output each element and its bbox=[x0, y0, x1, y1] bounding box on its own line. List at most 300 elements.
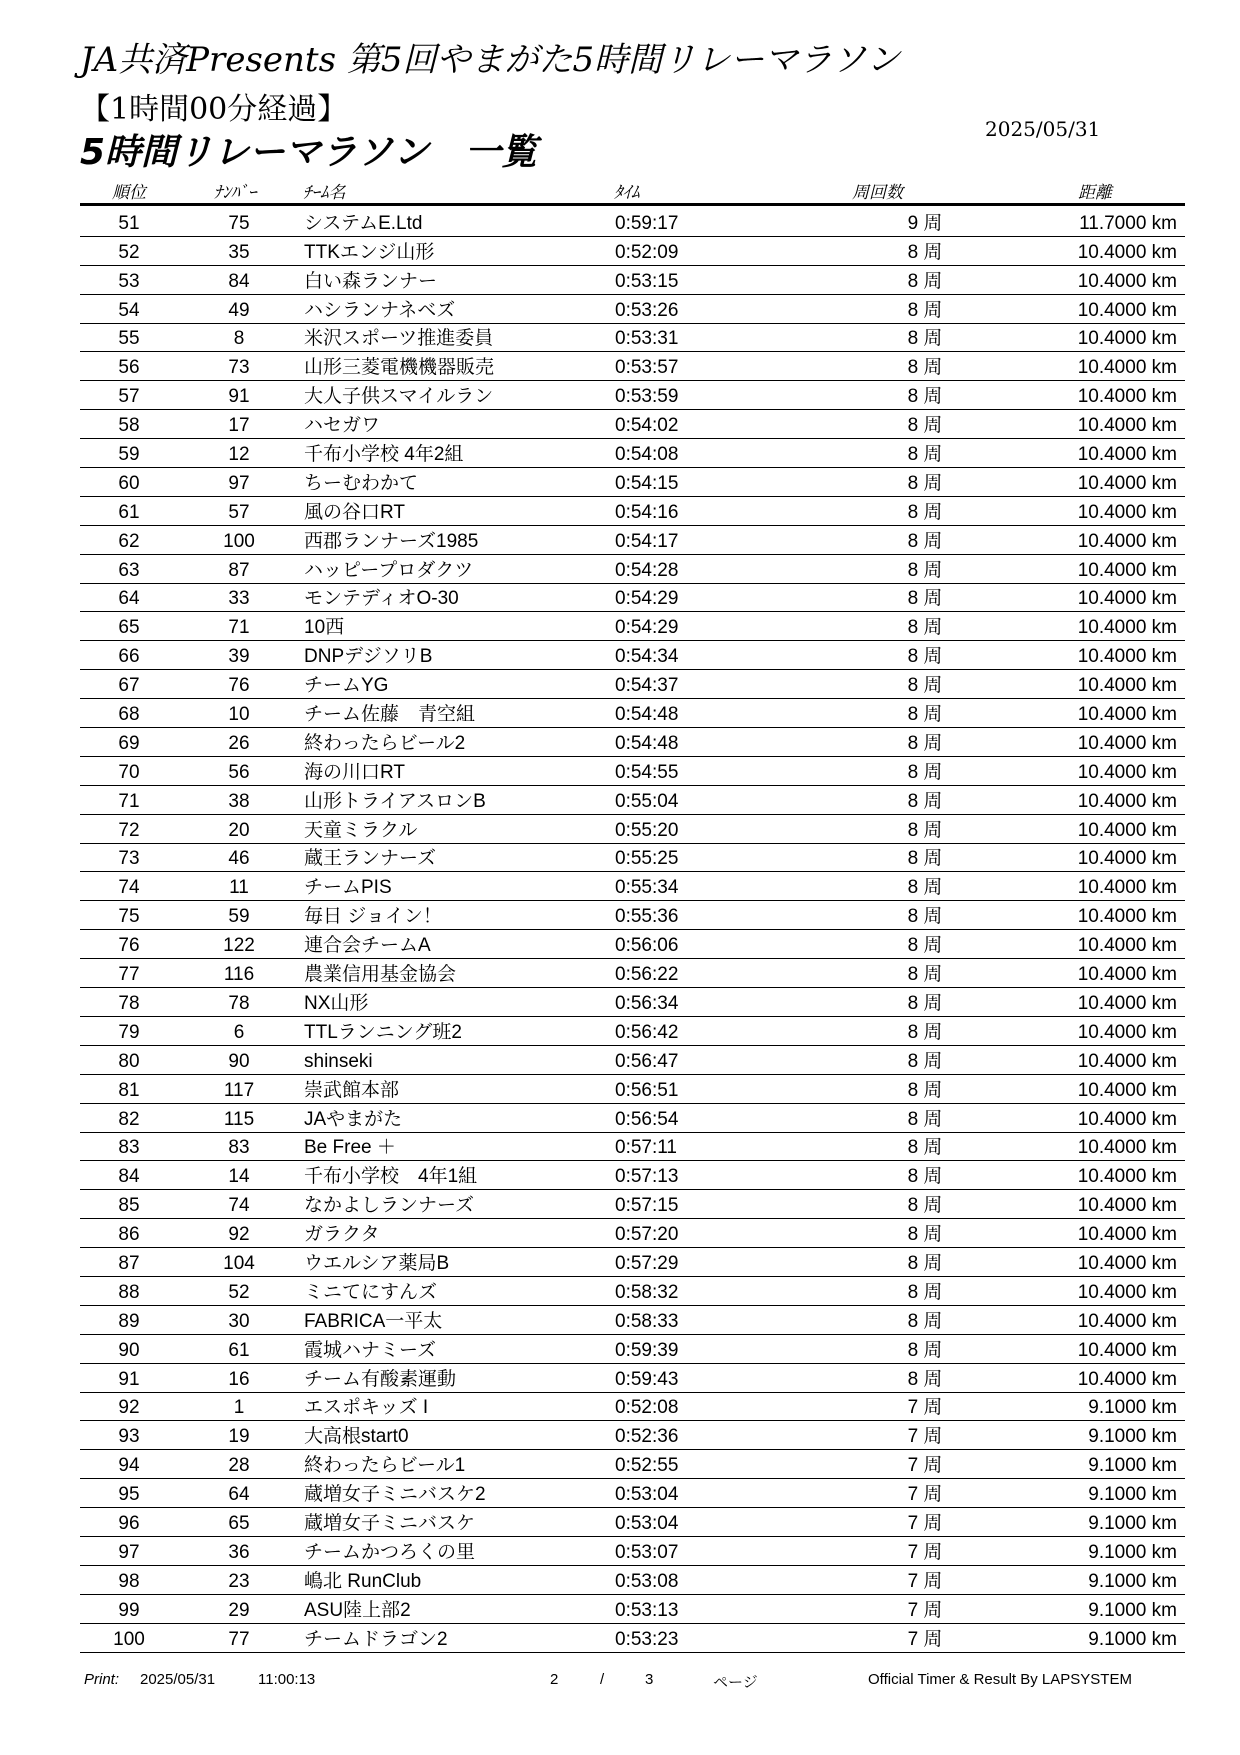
laps-cell: 8 周 bbox=[907, 559, 943, 581]
rank-cell: 72 bbox=[118, 819, 140, 841]
rank-cell: 100 bbox=[113, 1628, 145, 1650]
team-name-cell: 千布小学校 4年1組 bbox=[304, 1166, 478, 1188]
bib-cell: 100 bbox=[223, 530, 255, 552]
laps-cell: 8 周 bbox=[907, 790, 943, 812]
laps-cell: 8 周 bbox=[907, 992, 943, 1014]
team-name-cell: チーム佐藤 青空組 bbox=[304, 704, 476, 726]
distance-cell: 10.4000 km bbox=[1077, 357, 1177, 379]
laps-cell: 8 周 bbox=[907, 1368, 943, 1390]
laps-cell: 8 周 bbox=[907, 848, 943, 870]
team-name-cell: Be Free ＋ bbox=[304, 1137, 396, 1159]
rank-cell: 58 bbox=[118, 415, 140, 437]
rank-cell: 69 bbox=[118, 732, 140, 754]
results-table bbox=[80, 208, 1185, 1653]
time-cell: 0:57:20 bbox=[615, 1224, 679, 1246]
distance-cell: 10.4000 km bbox=[1077, 444, 1177, 466]
time-cell: 0:58:33 bbox=[615, 1310, 679, 1332]
elapsed-label: 【1時間00分経過】 bbox=[80, 92, 348, 127]
bib-cell: 76 bbox=[228, 675, 250, 697]
bib-cell: 61 bbox=[228, 1339, 250, 1361]
table-row bbox=[80, 381, 1185, 410]
laps-cell: 9 周 bbox=[907, 212, 943, 234]
list-title: 5時間リレーマラソン 一覧 bbox=[80, 132, 538, 173]
page-label: ページ bbox=[713, 1674, 758, 1691]
rank-cell: 74 bbox=[118, 877, 140, 899]
bib-cell: 11 bbox=[229, 877, 249, 899]
rank-cell: 91 bbox=[118, 1368, 140, 1390]
team-name-cell: TTLランニング班2 bbox=[304, 1021, 462, 1043]
table-row bbox=[80, 1566, 1185, 1595]
table-row bbox=[80, 295, 1185, 324]
team-name-cell: DNPデジソリB bbox=[304, 646, 433, 668]
team-name-cell: 10西 bbox=[304, 617, 345, 639]
rank-cell: 82 bbox=[118, 1108, 140, 1130]
bib-cell: 46 bbox=[228, 848, 250, 870]
table-row bbox=[80, 1161, 1185, 1190]
team-name-cell: TTKエンジ山形 bbox=[304, 241, 435, 263]
bib-cell: 52 bbox=[228, 1281, 250, 1303]
distance-cell: 10.4000 km bbox=[1077, 1195, 1177, 1217]
distance-cell: 10.4000 km bbox=[1077, 819, 1177, 841]
distance-cell: 9.1000 km bbox=[1088, 1455, 1177, 1477]
team-name-cell: 山形三菱電機機器販売 bbox=[304, 357, 495, 379]
distance-cell: 10.4000 km bbox=[1077, 617, 1177, 639]
time-cell: 0:52:08 bbox=[615, 1397, 679, 1419]
table-row bbox=[80, 641, 1185, 670]
time-cell: 0:53:07 bbox=[615, 1541, 679, 1563]
laps-cell: 8 周 bbox=[907, 1021, 943, 1043]
time-cell: 0:53:57 bbox=[615, 357, 679, 379]
column-header-rank: 順位 bbox=[112, 183, 146, 203]
rank-cell: 71 bbox=[118, 790, 140, 812]
rank-cell: 52 bbox=[118, 241, 140, 263]
team-name-cell: 嶋北 RunClub bbox=[304, 1570, 422, 1592]
time-cell: 0:57:29 bbox=[615, 1252, 679, 1274]
time-cell: 0:53:23 bbox=[615, 1628, 679, 1650]
table-row bbox=[80, 1537, 1185, 1566]
laps-cell: 7 周 bbox=[907, 1541, 943, 1563]
team-name-cell: ハシランナネベズ bbox=[304, 299, 456, 321]
table-row bbox=[80, 324, 1185, 353]
time-cell: 0:59:43 bbox=[615, 1368, 679, 1390]
table-row bbox=[80, 1335, 1185, 1364]
time-cell: 0:54:02 bbox=[615, 415, 679, 437]
laps-cell: 8 周 bbox=[907, 935, 943, 957]
table-row bbox=[80, 1075, 1185, 1104]
team-name-cell: NX山形 bbox=[304, 992, 369, 1014]
laps-cell: 8 周 bbox=[907, 819, 943, 841]
rank-cell: 70 bbox=[118, 761, 140, 783]
bib-cell: 84 bbox=[228, 270, 250, 292]
time-cell: 0:56:34 bbox=[615, 992, 679, 1014]
team-name-cell: チームYG bbox=[304, 675, 389, 697]
rank-cell: 95 bbox=[118, 1484, 140, 1506]
bib-cell: 97 bbox=[228, 472, 250, 494]
team-name-cell: 連合会チームA bbox=[304, 935, 431, 957]
team-name-cell: JAやまがた bbox=[304, 1108, 403, 1130]
time-cell: 0:54:48 bbox=[615, 704, 679, 726]
print-label: Print: bbox=[84, 1671, 120, 1688]
team-name-cell: 農業信用基金協会 bbox=[304, 964, 457, 986]
distance-cell: 10.4000 km bbox=[1077, 704, 1177, 726]
bib-cell: 115 bbox=[223, 1108, 255, 1130]
time-cell: 0:53:26 bbox=[615, 299, 679, 321]
rank-cell: 89 bbox=[118, 1310, 140, 1332]
team-name-cell: 大高根start0 bbox=[304, 1426, 409, 1448]
bib-cell: 104 bbox=[223, 1252, 255, 1274]
distance-cell: 10.4000 km bbox=[1077, 1166, 1177, 1188]
rank-cell: 88 bbox=[118, 1281, 140, 1303]
team-name-cell: 山形トライアスロンB bbox=[304, 790, 486, 812]
table-row bbox=[80, 901, 1185, 930]
bib-cell: 75 bbox=[228, 212, 250, 234]
rank-cell: 87 bbox=[118, 1252, 140, 1274]
bib-cell: 64 bbox=[228, 1484, 250, 1506]
table-row bbox=[80, 468, 1185, 497]
time-cell: 0:54:29 bbox=[615, 617, 679, 639]
rank-cell: 61 bbox=[118, 501, 140, 523]
rank-cell: 77 bbox=[118, 964, 140, 986]
header-divider bbox=[80, 203, 1185, 206]
team-name-cell: ASU陸上部2 bbox=[304, 1599, 411, 1621]
team-name-cell: 千布小学校 4年2組 bbox=[304, 444, 464, 466]
print-date: 2025/05/31 bbox=[140, 1671, 216, 1688]
table-row bbox=[80, 1595, 1185, 1624]
distance-cell: 10.4000 km bbox=[1077, 386, 1177, 408]
rank-cell: 63 bbox=[118, 559, 140, 581]
rank-cell: 96 bbox=[118, 1512, 140, 1534]
table-row bbox=[80, 670, 1185, 699]
laps-cell: 8 周 bbox=[907, 1050, 943, 1072]
time-cell: 0:53:04 bbox=[615, 1484, 679, 1506]
table-row bbox=[80, 555, 1185, 584]
rank-cell: 60 bbox=[118, 472, 140, 494]
rank-cell: 51 bbox=[118, 212, 140, 234]
distance-cell: 10.4000 km bbox=[1077, 906, 1177, 928]
table-row bbox=[80, 1277, 1185, 1306]
table-row bbox=[80, 1046, 1185, 1075]
laps-cell: 7 周 bbox=[907, 1628, 943, 1650]
table-row bbox=[80, 1624, 1185, 1653]
team-name-cell: 霞城ハナミーズ bbox=[304, 1339, 437, 1361]
bib-cell: 71 bbox=[228, 617, 250, 639]
distance-cell: 10.4000 km bbox=[1077, 646, 1177, 668]
laps-cell: 8 周 bbox=[907, 964, 943, 986]
bib-cell: 117 bbox=[223, 1079, 255, 1101]
team-name-cell: 蔵増女子ミニバスケ2 bbox=[304, 1484, 486, 1506]
column-header-team: ﾁｰﾑ名 bbox=[303, 183, 346, 203]
time-cell: 0:55:04 bbox=[615, 790, 679, 812]
time-cell: 0:53:15 bbox=[615, 270, 679, 292]
distance-cell: 10.4000 km bbox=[1077, 675, 1177, 697]
laps-cell: 8 周 bbox=[907, 1224, 943, 1246]
bib-cell: 17 bbox=[228, 415, 250, 437]
team-name-cell: チーム有酸素運動 bbox=[304, 1368, 457, 1390]
time-cell: 0:54:34 bbox=[615, 646, 679, 668]
distance-cell: 10.4000 km bbox=[1077, 559, 1177, 581]
time-cell: 0:59:39 bbox=[615, 1339, 679, 1361]
table-row bbox=[80, 612, 1185, 641]
distance-cell: 10.4000 km bbox=[1077, 790, 1177, 812]
table-row bbox=[80, 930, 1185, 959]
time-cell: 0:54:17 bbox=[615, 530, 679, 552]
distance-cell: 10.4000 km bbox=[1077, 1224, 1177, 1246]
bib-cell: 19 bbox=[228, 1426, 250, 1448]
table-row bbox=[80, 728, 1185, 757]
bib-cell: 65 bbox=[228, 1512, 250, 1534]
table-row bbox=[80, 988, 1185, 1017]
team-name-cell: 白い森ランナー bbox=[304, 270, 438, 292]
bib-cell: 30 bbox=[228, 1310, 250, 1332]
table-row bbox=[80, 959, 1185, 988]
laps-cell: 8 周 bbox=[907, 1137, 943, 1159]
bib-cell: 14 bbox=[228, 1166, 250, 1188]
distance-cell: 10.4000 km bbox=[1077, 328, 1177, 350]
laps-cell: 8 周 bbox=[907, 1310, 943, 1332]
time-cell: 0:54:55 bbox=[615, 761, 679, 783]
rank-cell: 98 bbox=[118, 1570, 140, 1592]
time-cell: 0:54:16 bbox=[615, 501, 679, 523]
laps-cell: 8 周 bbox=[907, 328, 943, 350]
bib-cell: 57 bbox=[228, 501, 250, 523]
laps-cell: 8 周 bbox=[907, 472, 943, 494]
rank-cell: 59 bbox=[118, 444, 140, 466]
distance-cell: 10.4000 km bbox=[1077, 1137, 1177, 1159]
laps-cell: 7 周 bbox=[907, 1455, 943, 1477]
bib-cell: 38 bbox=[228, 790, 250, 812]
distance-cell: 9.1000 km bbox=[1088, 1599, 1177, 1621]
laps-cell: 8 周 bbox=[907, 1339, 943, 1361]
table-row bbox=[80, 786, 1185, 815]
table-row bbox=[80, 352, 1185, 381]
table-row bbox=[80, 1306, 1185, 1335]
distance-cell: 10.4000 km bbox=[1077, 1310, 1177, 1332]
bib-cell: 92 bbox=[228, 1224, 250, 1246]
rank-cell: 68 bbox=[118, 704, 140, 726]
bib-cell: 90 bbox=[228, 1050, 250, 1072]
bib-cell: 39 bbox=[228, 646, 250, 668]
table-row bbox=[80, 584, 1185, 613]
table-row bbox=[80, 815, 1185, 844]
table-row bbox=[80, 872, 1185, 901]
rank-cell: 80 bbox=[118, 1050, 140, 1072]
team-name-cell: shinseki bbox=[304, 1050, 373, 1072]
laps-cell: 8 周 bbox=[907, 270, 943, 292]
time-cell: 0:55:34 bbox=[615, 877, 679, 899]
rank-cell: 73 bbox=[118, 848, 140, 870]
distance-cell: 10.4000 km bbox=[1077, 1021, 1177, 1043]
page-separator: / bbox=[600, 1671, 605, 1688]
bib-cell: 29 bbox=[228, 1599, 250, 1621]
laps-cell: 8 周 bbox=[907, 906, 943, 928]
team-name-cell: FABRICA一平太 bbox=[304, 1310, 443, 1332]
laps-cell: 7 周 bbox=[907, 1512, 943, 1534]
time-cell: 0:54:28 bbox=[615, 559, 679, 581]
table-row bbox=[80, 208, 1185, 237]
team-name-cell: 米沢スポーツ推進委員 bbox=[304, 328, 494, 350]
table-row bbox=[80, 1421, 1185, 1450]
distance-cell: 9.1000 km bbox=[1088, 1570, 1177, 1592]
table-row bbox=[80, 1508, 1185, 1537]
team-name-cell: チームかつろくの里 bbox=[304, 1541, 476, 1563]
bib-cell: 23 bbox=[228, 1570, 250, 1592]
column-header-bib: ﾅﾝﾊﾞｰ bbox=[214, 183, 257, 203]
laps-cell: 8 周 bbox=[907, 415, 943, 437]
bib-cell: 87 bbox=[228, 559, 250, 581]
team-name-cell: システムE.Ltd bbox=[304, 212, 423, 234]
distance-cell: 10.4000 km bbox=[1077, 415, 1177, 437]
bib-cell: 83 bbox=[228, 1137, 250, 1159]
rank-cell: 90 bbox=[118, 1339, 140, 1361]
rank-cell: 94 bbox=[118, 1455, 140, 1477]
rank-cell: 55 bbox=[118, 328, 140, 350]
time-cell: 0:56:42 bbox=[615, 1021, 679, 1043]
rank-cell: 84 bbox=[118, 1166, 140, 1188]
distance-cell: 9.1000 km bbox=[1088, 1426, 1177, 1448]
bib-cell: 122 bbox=[223, 935, 255, 957]
team-name-cell: ハッピープロダクツ bbox=[304, 559, 474, 581]
time-cell: 0:55:20 bbox=[615, 819, 679, 841]
table-row bbox=[80, 1248, 1185, 1277]
bib-cell: 12 bbox=[228, 444, 250, 466]
time-cell: 0:53:31 bbox=[615, 328, 679, 350]
rank-cell: 65 bbox=[118, 617, 140, 639]
distance-cell: 10.4000 km bbox=[1077, 761, 1177, 783]
rank-cell: 64 bbox=[118, 588, 140, 610]
distance-cell: 10.4000 km bbox=[1077, 992, 1177, 1014]
table-row bbox=[80, 1104, 1185, 1133]
distance-cell: 10.4000 km bbox=[1077, 472, 1177, 494]
rank-cell: 66 bbox=[118, 646, 140, 668]
table-row bbox=[80, 757, 1185, 786]
time-cell: 0:56:54 bbox=[615, 1108, 679, 1130]
laps-cell: 8 周 bbox=[907, 357, 943, 379]
rank-cell: 75 bbox=[118, 906, 140, 928]
report-date: 2025/05/31 bbox=[985, 117, 1101, 141]
distance-cell: 9.1000 km bbox=[1088, 1484, 1177, 1506]
bib-cell: 26 bbox=[228, 732, 250, 754]
distance-cell: 10.4000 km bbox=[1077, 299, 1177, 321]
team-name-cell: チームドラゴン2 bbox=[304, 1628, 448, 1650]
bib-cell: 28 bbox=[228, 1455, 250, 1477]
team-name-cell: 海の川口RT bbox=[304, 761, 405, 783]
table-row bbox=[80, 237, 1185, 266]
team-name-cell: ちーむわかて bbox=[304, 472, 419, 494]
team-name-cell: ガラクタ bbox=[304, 1224, 380, 1246]
laps-cell: 8 周 bbox=[907, 588, 943, 610]
laps-cell: 7 周 bbox=[907, 1599, 943, 1621]
laps-cell: 7 周 bbox=[907, 1426, 943, 1448]
table-row bbox=[80, 1393, 1185, 1422]
print-time: 11:00:13 bbox=[258, 1671, 316, 1688]
rank-cell: 78 bbox=[118, 992, 140, 1014]
bib-cell: 36 bbox=[228, 1541, 250, 1563]
rank-cell: 57 bbox=[118, 386, 140, 408]
table-row bbox=[80, 1450, 1185, 1479]
rank-cell: 86 bbox=[118, 1224, 140, 1246]
table-row bbox=[80, 1479, 1185, 1508]
rank-cell: 54 bbox=[118, 299, 140, 321]
bib-cell: 49 bbox=[228, 299, 250, 321]
bib-cell: 77 bbox=[228, 1628, 250, 1650]
table-row bbox=[80, 1219, 1185, 1248]
table-row bbox=[80, 844, 1185, 873]
time-cell: 0:54:37 bbox=[615, 675, 679, 697]
time-cell: 0:55:25 bbox=[615, 848, 679, 870]
time-cell: 0:58:32 bbox=[615, 1281, 679, 1303]
bib-cell: 73 bbox=[228, 357, 250, 379]
laps-cell: 8 周 bbox=[907, 617, 943, 639]
team-name-cell: 終わったらビール2 bbox=[304, 732, 466, 754]
team-name-cell: 毎日 ジョイン！ bbox=[304, 906, 442, 928]
rank-cell: 81 bbox=[118, 1079, 140, 1101]
column-header-laps: 周回数 bbox=[852, 183, 903, 203]
time-cell: 0:54:08 bbox=[615, 444, 679, 466]
distance-cell: 10.4000 km bbox=[1077, 848, 1177, 870]
distance-cell: 10.4000 km bbox=[1077, 241, 1177, 263]
time-cell: 0:57:13 bbox=[615, 1166, 679, 1188]
distance-cell: 9.1000 km bbox=[1088, 1628, 1177, 1650]
team-name-cell: ミニてにすんズ bbox=[304, 1281, 438, 1303]
time-cell: 0:54:15 bbox=[615, 472, 679, 494]
time-cell: 0:56:06 bbox=[615, 935, 679, 957]
page-number: 2 bbox=[550, 1671, 559, 1688]
table-row bbox=[80, 439, 1185, 468]
rank-cell: 85 bbox=[118, 1195, 140, 1217]
distance-cell: 10.4000 km bbox=[1077, 1339, 1177, 1361]
laps-cell: 8 周 bbox=[907, 501, 943, 523]
bib-cell: 1 bbox=[233, 1397, 245, 1419]
bib-cell: 8 bbox=[233, 328, 245, 350]
laps-cell: 8 周 bbox=[907, 1195, 943, 1217]
distance-cell: 10.4000 km bbox=[1077, 1368, 1177, 1390]
distance-cell: 10.4000 km bbox=[1077, 1108, 1177, 1130]
laps-cell: 8 周 bbox=[907, 444, 943, 466]
team-name-cell: ハセガワ bbox=[304, 415, 381, 437]
bib-cell: 56 bbox=[228, 761, 250, 783]
distance-cell: 11.7000 km bbox=[1079, 212, 1177, 234]
rank-cell: 56 bbox=[118, 357, 140, 379]
distance-cell: 10.4000 km bbox=[1077, 501, 1177, 523]
team-name-cell: 風の谷口RT bbox=[304, 501, 405, 523]
table-row bbox=[80, 497, 1185, 526]
time-cell: 0:57:11 bbox=[615, 1137, 677, 1159]
total-pages: 3 bbox=[645, 1671, 654, 1688]
rank-cell: 76 bbox=[118, 935, 140, 957]
table-row bbox=[80, 1364, 1185, 1393]
time-cell: 0:52:09 bbox=[615, 241, 679, 263]
distance-cell: 10.4000 km bbox=[1077, 732, 1177, 754]
bib-cell: 35 bbox=[228, 241, 250, 263]
bib-cell: 10 bbox=[228, 704, 250, 726]
time-cell: 0:56:22 bbox=[615, 964, 679, 986]
time-cell: 0:59:17 bbox=[615, 212, 679, 234]
distance-cell: 10.4000 km bbox=[1077, 1252, 1177, 1274]
time-cell: 0:54:29 bbox=[615, 588, 679, 610]
distance-cell: 10.4000 km bbox=[1077, 964, 1177, 986]
laps-cell: 8 周 bbox=[907, 1108, 943, 1130]
laps-cell: 8 周 bbox=[907, 704, 943, 726]
team-name-cell: なかよしランナーズ bbox=[304, 1195, 475, 1217]
laps-cell: 8 周 bbox=[907, 1166, 943, 1188]
time-cell: 0:57:15 bbox=[615, 1195, 679, 1217]
team-name-cell: 蔵王ランナーズ bbox=[304, 848, 437, 870]
team-name-cell: 大人子供スマイルラン bbox=[304, 386, 494, 408]
bib-cell: 33 bbox=[228, 588, 250, 610]
table-row bbox=[80, 699, 1185, 728]
laps-cell: 8 周 bbox=[907, 877, 943, 899]
bib-cell: 6 bbox=[233, 1021, 245, 1043]
